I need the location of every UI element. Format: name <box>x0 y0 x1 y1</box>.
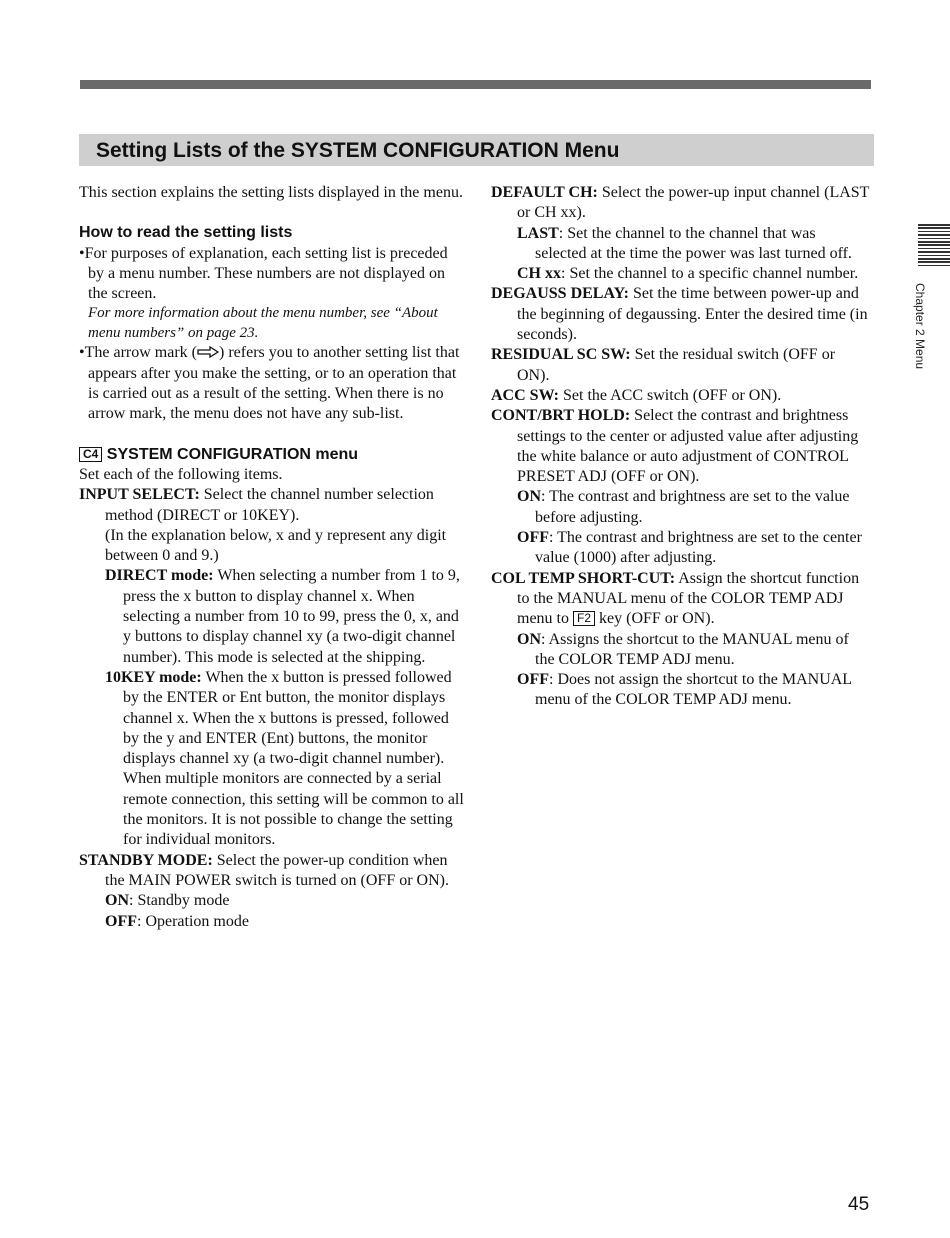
option-term: OFF <box>105 912 137 930</box>
item-term: STANDBY MODE: <box>79 851 213 869</box>
input-select-item <box>79 485 465 526</box>
item-desc: Set the residual switch (OFF or ON). <box>517 346 836 384</box>
option-term: 10KEY mode: <box>105 668 202 686</box>
option-desc: : Operation mode <box>137 912 249 930</box>
menu-heading <box>79 445 465 465</box>
last-option <box>491 224 871 265</box>
option-term: LAST <box>517 224 559 242</box>
option-term: DIRECT mode: <box>105 567 214 585</box>
option-desc: : Set the channel to the channel that was selected at the time the power was last turned off. <box>535 224 852 262</box>
set-each-text: Set each of the following items. <box>79 465 283 483</box>
option-desc: : The contrast and brightness are set to the center value (1000) after adjusting. <box>535 529 862 567</box>
option-desc: : Standby mode <box>129 892 230 910</box>
item-term: RESIDUAL SC SW: <box>491 346 631 364</box>
input-select-note: (In the explanation below, x and y represent any digit between 0 and 9.) <box>105 526 447 565</box>
option-term: OFF <box>517 529 549 547</box>
page-number: 45 <box>848 1194 870 1215</box>
chapter-tab-marker <box>918 224 950 270</box>
item-desc: Set the time between power-up and the beginning of degaussing. Enter the desired time (in seconds). <box>517 285 868 344</box>
col-temp-on-option <box>491 630 871 671</box>
standby-off-option <box>79 912 465 932</box>
item-desc: Set the ACC switch (OFF or ON). <box>559 386 782 404</box>
default-ch-item <box>491 183 871 224</box>
item-desc-post: key (OFF or ON). <box>595 610 715 628</box>
option-desc: When the x button is pressed followed by the ENTER or Ent button, the monitor displays channel x. When the x buttons is pressed, followed by the y and ENTER (Ent) buttons, the monitor displays channel xy (a two-digit channel number). <box>123 668 452 768</box>
item-term: COL TEMP SHORT-CUT: <box>491 569 676 587</box>
residual-sc-item <box>491 345 871 386</box>
menu-heading-text: SYSTEM CONFIGURATION menu <box>106 445 359 463</box>
item-term: DEFAULT CH: <box>491 184 598 201</box>
chxx-option <box>491 264 871 284</box>
option-term: ON <box>517 630 541 648</box>
item-term: INPUT SELECT: <box>79 486 200 504</box>
item-desc: Select the channel number selection method (DIRECT or 10KEY). <box>105 486 434 524</box>
how-to-heading: How to read the setting lists <box>79 224 293 242</box>
cont-brt-off-option <box>491 528 871 569</box>
option-desc: : The contrast and brightness are set to the value before adjusting. <box>535 488 850 526</box>
acc-sw-item <box>491 386 871 406</box>
bullet-text: For purposes of explanation, each setting list is preceded by a menu number. These numbers are not displayed on the screen. <box>84 244 448 303</box>
cont-brt-item <box>491 406 871 487</box>
item-term: ACC SW: <box>491 386 560 404</box>
option-term: OFF <box>517 671 549 689</box>
option-term: CH xx <box>517 265 561 283</box>
standby-mode-item <box>79 851 465 892</box>
menu-code-box: C4 <box>79 447 102 462</box>
arrow-mark-icon <box>197 346 219 358</box>
item-desc-pre: Assign the shortcut function to the MANUAL menu of the COLOR TEMP ADJ menu to <box>517 569 860 628</box>
bullet-note: For more information about the menu number, see “About menu numbers” on page 23. <box>88 305 438 341</box>
standby-on-option <box>79 891 465 911</box>
right-column <box>491 183 871 711</box>
item-desc: Select the power-up input channel (LAST or CH xx). <box>517 184 870 222</box>
bullet-text-pre: The arrow mark ( <box>84 344 197 362</box>
bullet-item: •For purposes of explanation, each setting list is preceded by a menu number. These numbers are not displayed on the screen. <box>79 244 448 303</box>
option-term: ON <box>517 488 541 506</box>
section-title-bar <box>79 134 874 166</box>
option-term: ON <box>105 892 129 910</box>
option-desc: When selecting a number from 1 to 9, press the x button to display channel x. When selecting a number from 10 to 99, press the 0, x, and y buttons to display channel xy (a two-digit channel number). This mode is selected at the shipping. <box>123 567 460 666</box>
page-title: Setting Lists of the SYSTEM CONFIGURATION Menu <box>96 139 620 162</box>
degauss-delay-item <box>491 284 871 345</box>
item-term: CONT/BRT HOLD: <box>491 407 631 425</box>
cont-brt-on-option <box>491 487 871 528</box>
tenkey-mode-note: When multiple monitors are connected by a serial remote connection, this setting will be common to all the monitors. It is not possible to change the setting for individual monitors. <box>123 770 464 849</box>
col-temp-off-option <box>491 670 871 711</box>
intro-paragraph: This section explains the setting lists displayed in the menu. <box>79 184 463 201</box>
item-term: DEGAUSS DELAY: <box>491 285 629 303</box>
top-rule <box>80 80 871 89</box>
f2-key-box: F2 <box>573 611 595 626</box>
item-desc: Select the power-up condition when the MAIN POWER switch is turned on (OFF or ON). <box>105 851 449 889</box>
option-desc: : Does not assign the shortcut to the MANUAL menu of the COLOR TEMP ADJ menu. <box>535 671 852 709</box>
tenkey-mode-option <box>79 668 465 769</box>
option-desc: : Set the channel to a specific channel number. <box>561 265 859 283</box>
chapter-label: Chapter 2 Menu <box>913 283 927 370</box>
item-desc: Select the contrast and brightness settings to the center or adjusted value after adjusting the white balance or auto adjustment of CONTROL PRESET ADJ (OFF or ON). <box>517 407 859 486</box>
col-temp-item <box>491 569 871 630</box>
bullet-item: •The arrow mark ( ) refers you to another setting list that appears after you make the setting, or to an operation that is carried out as a result of the setting. When there is no arrow mark, the menu does not have any sub-list. <box>79 344 460 423</box>
direct-mode-option <box>79 566 465 667</box>
left-column <box>79 183 465 932</box>
bullet-text-post: ) refers you to another setting list that appears after you make the setting, or to an operation that is carried out as a result of the setting. When there is no arrow mark, the menu does not have any sub-list. <box>88 344 460 423</box>
option-desc: : Assigns the shortcut to the MANUAL menu of the COLOR TEMP ADJ menu. <box>535 630 849 668</box>
